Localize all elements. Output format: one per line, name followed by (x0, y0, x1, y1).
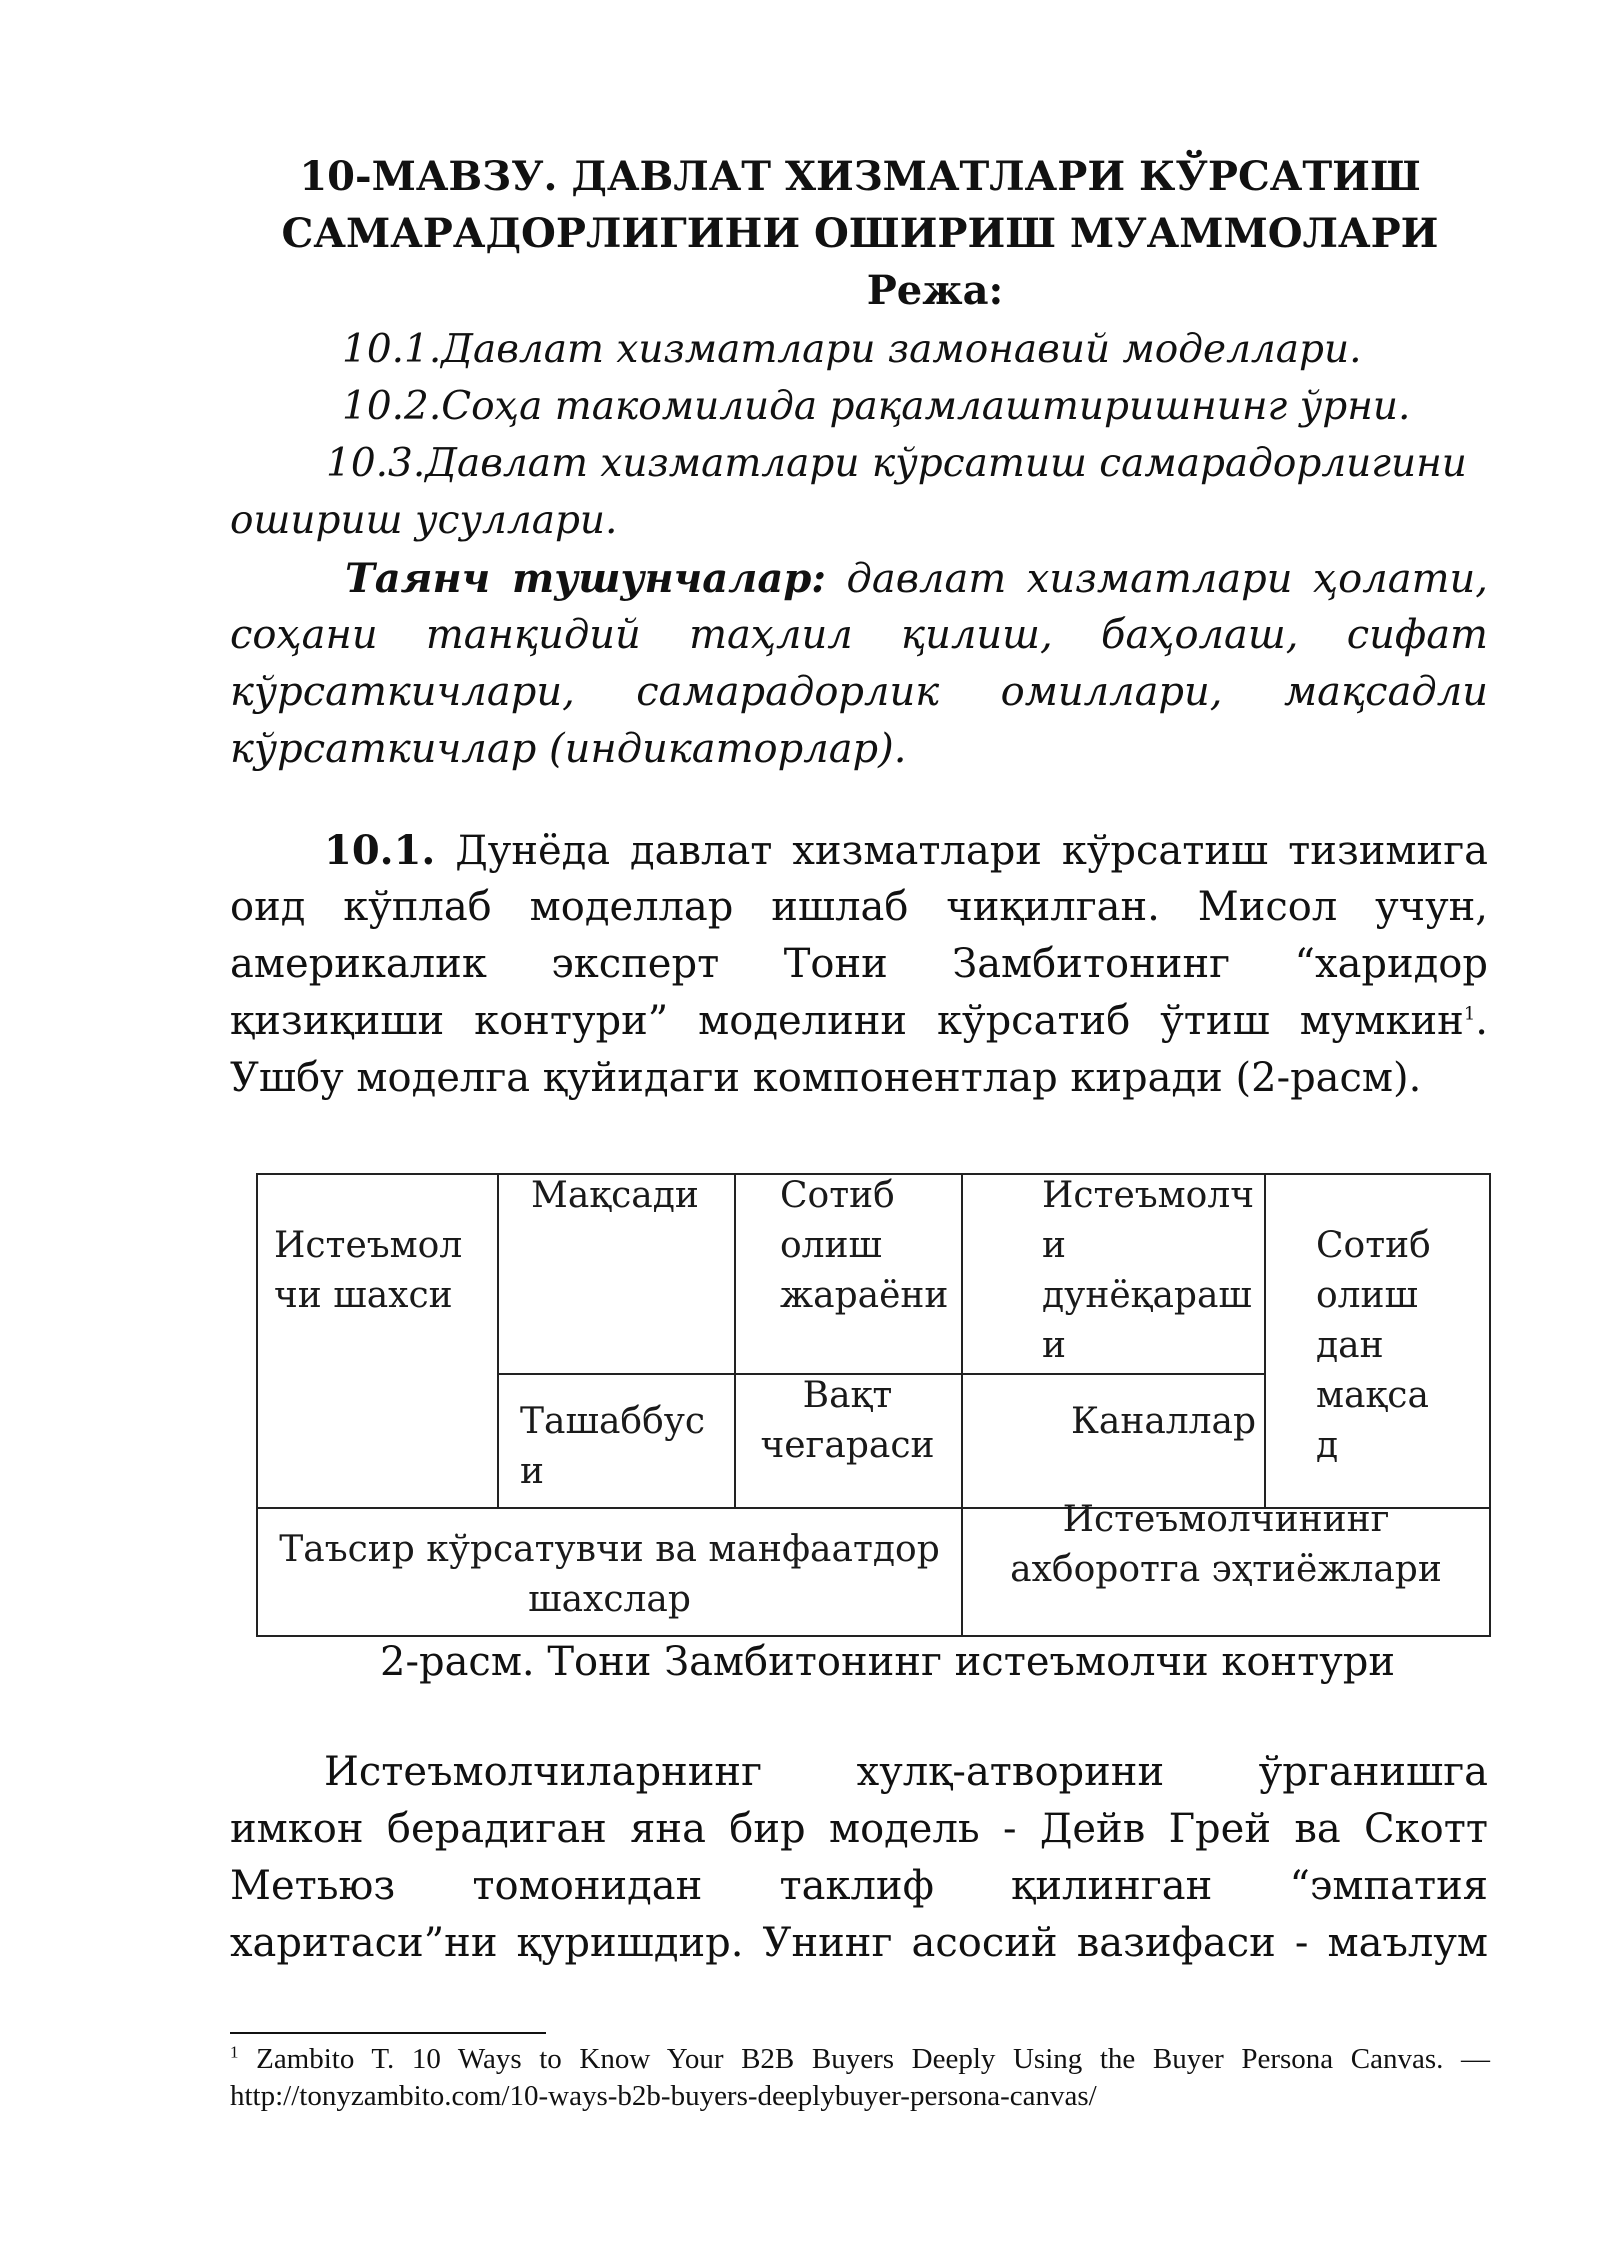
cell-info-needs: Истеъмолчининг ахборотга эҳтиёжлари (1010, 1499, 1442, 1590)
footnote-mark: 1 (230, 2042, 239, 2062)
cell-stakeholders: Таъсир кўрсатувчи ва манфаатдор шахслар (279, 1529, 940, 1620)
section-10-1-line-5: Ушбу моделга қуйидаги компонентлар киради (2-расм). (230, 1055, 1422, 1101)
grid-line (497, 1175, 499, 1507)
plan-item-2: 10.2.Соҳа такомилида рақамлаштиришнинг ўрни. (342, 384, 1411, 429)
cell-consumer-person: Истеъмол чи шахси (274, 1225, 463, 1316)
plan-item-3-line-1: 10.3.Давлат хизматлари кўрсатиш самарадорлигини (326, 441, 1467, 486)
plan-heading: Режа: (866, 267, 1004, 314)
section-10-1-label: 10.1. (324, 827, 436, 874)
topic-title-line-2: САМАРАДОРЛИГИНИ ОШИРИШ МУАММОЛАРИ (281, 210, 1439, 257)
cell-goals: Мақсади (531, 1175, 699, 1216)
consumer-contour-figure (256, 1173, 1491, 1637)
paragraph-2-line-2: имкон берадиган яна бир модель - Дейв Грей ва Скотт (230, 1806, 1488, 1852)
footnote-url-link[interactable]: http://tonyzambito.com/10-ways-b2b-buyers-deeplybuyer-persona-canvas/ (230, 2080, 1097, 2112)
paragraph-2-line-3: Метьюз томонидан таклиф қилинган “эмпатия (230, 1863, 1488, 1909)
keywords-line-2: соҳани танқидий таҳлил қилиш, баҳолаш, сифат (230, 612, 1488, 658)
footnote-reference[interactable]: 1 (1463, 1003, 1476, 1025)
grid-line (1264, 1175, 1266, 1507)
paragraph-2-line-1: Истеъмолчиларнинг хулқ-атворини ўрганишга (324, 1749, 1488, 1795)
cell-time-limits: Вақт чегараси (760, 1375, 935, 1466)
cell-purchase-goal: Сотиб олиш дан мақса д (1316, 1225, 1431, 1466)
keywords-line-1-text: давлат хизматлари ҳолати, (826, 556, 1488, 602)
section-10-1-line-3: америкалик эксперт Тони Замбитонинг “харидор (230, 941, 1488, 987)
cell-purchase-process: Сотиб олиш жараёни (780, 1175, 949, 1316)
section-10-1-line-4-text: қизиқиши контури” моделини кўрсатиб ўтиш мумкин (230, 998, 1464, 1044)
section-10-1-line-4 (230, 993, 1488, 1050)
keywords-line-4: кўрсаткичлар (индикаторлар). (230, 726, 907, 772)
keywords-line-1 (345, 550, 1488, 608)
section-10-1-line-2: оид кўплаб моделлар ишлаб чиқилган. Мисол учун, (230, 884, 1488, 930)
keywords-line-3: кўрсаткичлари, самарадорлик омиллари, мақсадли (230, 669, 1488, 715)
cell-channels: Каналлар (1071, 1401, 1257, 1442)
plan-item-1: 10.1.Давлат хизматлари замонавий моделлари. (342, 327, 1362, 372)
keywords-label: Таянч тушунчалар: (345, 555, 827, 602)
cell-consumer-worldview: Истеъмолч и дунёқараш и (1042, 1175, 1255, 1366)
footnote-line-1-text: Zambito T. 10 Ways to Know Your B2B Buyers Deeply Using the Buyer Persona Canvas. — (238, 2043, 1490, 2075)
footnote-separator (230, 2032, 546, 2034)
topic-title-line-1: 10-МАВЗУ. ДАВЛАТ ХИЗМАТЛАРИ КЎРСАТИШ (299, 153, 1421, 200)
figure-caption: 2-расм. Тони Замбитонинг истеъмолчи контури (380, 1639, 1396, 1685)
paragraph-2-line-4: харитаси”ни қуришдир. Унинг асосий вазифаси - маълум (230, 1920, 1488, 1966)
cell-initiative: Ташаббус и (520, 1401, 706, 1492)
section-10-1-line-1 (324, 822, 1488, 880)
section-10-1-line-1-text: Дунёда давлат хизматлари кўрсатиш тизимига (435, 828, 1488, 874)
section-10-1-line-4-end: . (1475, 998, 1488, 1044)
plan-item-3-line-2: ошириш усуллари. (230, 498, 618, 543)
footnote-line-1 (230, 2040, 1490, 2078)
